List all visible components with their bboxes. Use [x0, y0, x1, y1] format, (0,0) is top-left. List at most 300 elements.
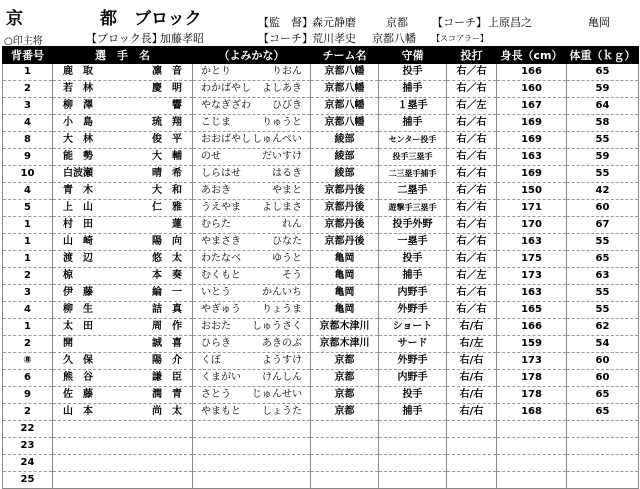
player-name — [53, 438, 193, 455]
player-number: 4 — [3, 115, 53, 132]
player-kana-given: あきのぶ — [262, 338, 302, 349]
player-number: 2 — [3, 404, 53, 421]
table-row — [3, 234, 639, 251]
player-team — [311, 421, 379, 438]
table-row — [3, 438, 639, 455]
player-number: 9 — [3, 149, 53, 166]
player-number: 3 — [3, 285, 53, 302]
player-kana-given: りゅうと — [262, 117, 302, 128]
player-number: 10 — [3, 166, 53, 183]
player-throw-bat — [447, 421, 497, 438]
player-kana-surname: わかばやし — [201, 83, 251, 94]
player-team: 亀岡 — [311, 285, 379, 302]
player-team: 京都八幡 — [311, 115, 379, 132]
player-throw-bat: 右／右 — [447, 302, 497, 319]
player-position: 捕手 — [379, 115, 447, 132]
table-row — [3, 268, 639, 285]
col-throw-bat: 投打 — [447, 47, 497, 64]
player-kana-surname: さとう — [201, 389, 231, 400]
player-team: 京都 — [311, 404, 379, 421]
manager-name: 森元静磨 — [312, 16, 356, 29]
player-kana-surname: こじま — [201, 117, 231, 128]
player-weight: 60 — [567, 353, 639, 370]
player-number: 24 — [3, 455, 53, 472]
player-position: 二三塁手捕手 — [379, 166, 447, 183]
player-height: 166 — [497, 319, 567, 336]
player-height: 169 — [497, 115, 567, 132]
player-height: 160 — [497, 81, 567, 98]
player-surname: 上 山 — [63, 202, 93, 213]
player-position: 投手 — [379, 64, 447, 81]
player-weight: 63 — [567, 268, 639, 285]
player-kana — [193, 132, 311, 149]
player-surname: 渡 辺 — [63, 253, 93, 264]
player-surname: 山 崎 — [63, 236, 93, 247]
player-height: 173 — [497, 353, 567, 370]
player-weight: 65 — [567, 404, 639, 421]
player-given-name: 尚 太 — [152, 406, 182, 417]
table-row — [3, 404, 639, 421]
player-weight: 54 — [567, 336, 639, 353]
player-height: 169 — [497, 166, 567, 183]
player-team: 綾部 — [311, 149, 379, 166]
col-number: 背番号 — [3, 47, 53, 64]
player-name — [53, 285, 193, 302]
player-kana-surname: いとう — [201, 287, 231, 298]
table-row — [3, 81, 639, 98]
player-given-name: 詰 真 — [152, 304, 182, 315]
player-throw-bat — [447, 472, 497, 489]
player-weight: 60 — [567, 370, 639, 387]
player-team: 京都 — [311, 353, 379, 370]
table-row — [3, 353, 639, 370]
player-position: 外野手 — [379, 302, 447, 319]
player-position: １塁手 — [379, 98, 447, 115]
player-name — [53, 387, 193, 404]
player-given-name: 陽 向 — [152, 236, 182, 247]
table-row — [3, 64, 639, 81]
player-weight: 65 — [567, 251, 639, 268]
table-header-row — [3, 47, 639, 64]
table-row — [3, 183, 639, 200]
player-kana — [193, 404, 311, 421]
player-throw-bat: 右／左 — [447, 98, 497, 115]
player-kana-surname: くぼ — [201, 355, 221, 366]
player-team: 亀岡 — [311, 251, 379, 268]
player-height: 163 — [497, 149, 567, 166]
player-surname: 村 田 — [63, 219, 93, 230]
player-name — [53, 81, 193, 98]
table-row — [3, 166, 639, 183]
table-row — [3, 132, 639, 149]
player-number: 25 — [3, 472, 53, 489]
player-surname: 能 勢 — [63, 151, 93, 162]
player-given-name: 慶 明 — [152, 83, 182, 94]
player-team: 京都八幡 — [311, 81, 379, 98]
player-position: 投手 — [379, 387, 447, 404]
coach2-team: 京都八幡 — [372, 32, 416, 45]
player-position — [379, 455, 447, 472]
player-weight: 55 — [567, 302, 639, 319]
player-height: 159 — [497, 336, 567, 353]
player-throw-bat: 右／右 — [447, 81, 497, 98]
player-given-name: 蓮 — [172, 219, 182, 230]
player-number: 2 — [3, 336, 53, 353]
player-given-name: 大 輔 — [152, 151, 182, 162]
player-name — [53, 472, 193, 489]
player-throw-bat — [447, 455, 497, 472]
player-position: ショート — [379, 319, 447, 336]
player-throw-bat — [447, 438, 497, 455]
player-height: 178 — [497, 370, 567, 387]
player-team: 京都 — [311, 370, 379, 387]
player-kana-given: りょうま — [262, 304, 302, 315]
player-team: 綾部 — [311, 166, 379, 183]
col-weight: 体重（ｋｇ） — [567, 47, 639, 64]
player-height: 169 — [497, 132, 567, 149]
player-position: サード — [379, 336, 447, 353]
player-given-name: 陽 介 — [152, 355, 182, 366]
player-height: 178 — [497, 387, 567, 404]
player-kana-given: だいすけ — [262, 151, 302, 162]
player-kana — [193, 64, 311, 81]
table-row — [3, 115, 639, 132]
player-team: 京都八幡 — [311, 98, 379, 115]
player-kana-given: ゆうと — [272, 253, 302, 264]
player-number: 4 — [3, 183, 53, 200]
player-name — [53, 353, 193, 370]
player-kana-surname: あおき — [201, 185, 231, 196]
player-position: 投手 — [379, 251, 447, 268]
player-position: 外野手 — [379, 353, 447, 370]
player-kana — [193, 455, 311, 472]
player-number: 6 — [3, 370, 53, 387]
manager-label: 【監 督】 — [258, 16, 313, 29]
player-kana-surname: やぎゅう — [201, 304, 241, 315]
player-given-name: 仁 雅 — [152, 202, 182, 213]
player-kana — [193, 472, 311, 489]
player-surname: 椋 — [63, 270, 73, 281]
player-given-name: 響 — [172, 100, 182, 111]
player-kana-surname: のせ — [201, 151, 221, 162]
player-number: 2 — [3, 268, 53, 285]
player-weight — [567, 421, 639, 438]
player-name — [53, 268, 193, 285]
player-kana-given: ひなた — [272, 236, 302, 247]
player-given-name: 大 和 — [152, 185, 182, 196]
col-kana: （よみかな） — [193, 47, 311, 64]
player-surname: 山 本 — [63, 406, 93, 417]
player-position — [379, 472, 447, 489]
player-weight — [567, 455, 639, 472]
manager-team: 京都 — [386, 16, 408, 29]
player-name — [53, 421, 193, 438]
player-kana — [193, 268, 311, 285]
player-name — [53, 98, 193, 115]
player-number: 2 — [3, 81, 53, 98]
player-weight: 59 — [567, 81, 639, 98]
player-throw-bat: 右／右 — [447, 183, 497, 200]
player-position: 一塁手 — [379, 234, 447, 251]
player-name — [53, 217, 193, 234]
player-position: 二塁手 — [379, 183, 447, 200]
player-weight: 42 — [567, 183, 639, 200]
player-kana — [193, 438, 311, 455]
player-kana — [193, 302, 311, 319]
coach1-team: 亀岡 — [588, 16, 610, 29]
player-number: 3 — [3, 98, 53, 115]
player-surname: 久 保 — [63, 355, 93, 366]
player-weight: 55 — [567, 285, 639, 302]
player-team: 京都丹後 — [311, 217, 379, 234]
table-row — [3, 455, 639, 472]
player-kana — [193, 98, 311, 115]
player-kana-given: しゅんぺい — [252, 134, 302, 145]
player-position: 投手三塁手 — [379, 149, 447, 166]
player-height: 168 — [497, 404, 567, 421]
player-position: 捕手 — [379, 268, 447, 285]
player-kana-given: そう — [282, 270, 302, 281]
block-head-name: 加藤孝昭 — [160, 32, 204, 45]
player-kana-given: ひびき — [272, 100, 302, 111]
captain-note: ○印主将 — [4, 36, 43, 47]
player-given-name: 凛 音 — [152, 66, 182, 77]
player-kana — [193, 81, 311, 98]
player-throw-bat: 右／右 — [447, 285, 497, 302]
title-kyo: 京 — [6, 9, 23, 29]
player-position: 捕手 — [379, 81, 447, 98]
player-weight — [567, 438, 639, 455]
player-surname: 若 林 — [63, 83, 93, 94]
coach1-name: 上原昌之 — [488, 16, 532, 29]
player-kana — [193, 166, 311, 183]
player-kana-given: りおん — [272, 66, 302, 77]
player-throw-bat: 右／右 — [447, 166, 497, 183]
player-weight: 60 — [567, 200, 639, 217]
player-name — [53, 200, 193, 217]
player-throw-bat: 右／右 — [447, 132, 497, 149]
player-kana-surname: むくもと — [201, 270, 241, 281]
player-weight: 65 — [567, 64, 639, 81]
player-kana-given: れん — [282, 219, 302, 230]
player-weight: 62 — [567, 319, 639, 336]
player-kana — [193, 285, 311, 302]
player-throw-bat: 右／右 — [447, 234, 497, 251]
player-given-name: 潤 青 — [152, 389, 182, 400]
player-throw-bat: 右/右 — [447, 370, 497, 387]
col-height: 身長（cm） — [497, 47, 567, 64]
player-position: 内野手 — [379, 285, 447, 302]
player-height: 171 — [497, 200, 567, 217]
player-given-name: 琉 翔 — [152, 117, 182, 128]
player-weight: 59 — [567, 149, 639, 166]
player-surname: 熊 谷 — [63, 372, 93, 383]
player-team: 亀岡 — [311, 302, 379, 319]
coach1-label: 【コーチ】 — [432, 16, 487, 29]
player-kana — [193, 115, 311, 132]
player-kana-given: はるき — [272, 168, 302, 179]
player-number: 1 — [3, 319, 53, 336]
player-kana — [193, 387, 311, 404]
player-position: 捕手 — [379, 404, 447, 421]
player-name — [53, 132, 193, 149]
player-name — [53, 64, 193, 81]
player-kana — [193, 149, 311, 166]
player-team: 京都木津川 — [311, 336, 379, 353]
table-row — [3, 472, 639, 489]
player-number: 4 — [3, 302, 53, 319]
player-team: 京都丹後 — [311, 234, 379, 251]
player-kana-surname: おおた — [201, 321, 231, 332]
player-height: 163 — [497, 234, 567, 251]
title-block: ブロック — [134, 9, 202, 29]
player-kana-surname: わたなべ — [201, 253, 241, 264]
player-name — [53, 302, 193, 319]
player-weight: 65 — [567, 387, 639, 404]
player-kana-surname: やまさき — [201, 236, 241, 247]
player-height: 150 — [497, 183, 567, 200]
table-row — [3, 217, 639, 234]
player-kana-given: よしまさ — [262, 202, 302, 213]
table-row — [3, 285, 639, 302]
player-team — [311, 438, 379, 455]
coach2-name: 荒川孝史 — [312, 32, 356, 45]
player-number: 9 — [3, 387, 53, 404]
player-kana-surname: しらはせ — [201, 168, 241, 179]
player-height: 166 — [497, 64, 567, 81]
player-kana — [193, 234, 311, 251]
player-given-name: 本 奏 — [152, 270, 182, 281]
player-number: 23 — [3, 438, 53, 455]
player-weight — [567, 472, 639, 489]
player-height — [497, 455, 567, 472]
player-kana — [193, 200, 311, 217]
player-surname: 柳 澤 — [63, 100, 93, 111]
player-height: 173 — [497, 268, 567, 285]
player-position: 遊撃手三塁手 — [379, 200, 447, 217]
table-row — [3, 302, 639, 319]
player-position — [379, 421, 447, 438]
player-height: 175 — [497, 251, 567, 268]
player-kana — [193, 421, 311, 438]
player-kana-given: やまと — [272, 185, 302, 196]
player-team — [311, 455, 379, 472]
player-kana — [193, 319, 311, 336]
player-weight: 55 — [567, 166, 639, 183]
player-surname: 小 島 — [63, 117, 93, 128]
player-kana — [193, 353, 311, 370]
player-kana-surname: うえやま — [201, 202, 241, 213]
col-team: チーム名 — [311, 47, 379, 64]
player-surname: 開 — [63, 338, 73, 349]
player-kana-surname: おおばやし — [201, 134, 251, 145]
player-kana-given: よしあき — [262, 83, 302, 94]
player-position: センター投手 — [379, 132, 447, 149]
coach2-label: 【コーチ】 — [258, 32, 313, 45]
player-number: ⑧ — [3, 353, 53, 370]
player-team: 京都木津川 — [311, 319, 379, 336]
player-surname: 佐 藤 — [63, 389, 93, 400]
player-throw-bat: 右／右 — [447, 251, 497, 268]
player-surname: 青 木 — [63, 185, 93, 196]
player-throw-bat: 右／右 — [447, 217, 497, 234]
player-team — [311, 472, 379, 489]
table-row — [3, 370, 639, 387]
player-number: 1 — [3, 217, 53, 234]
player-number: 5 — [3, 200, 53, 217]
player-surname: 白波瀬 — [63, 168, 93, 179]
player-throw-bat: 右／右 — [447, 200, 497, 217]
player-name — [53, 404, 193, 421]
player-name — [53, 234, 193, 251]
player-given-name: 悠 太 — [152, 253, 182, 264]
roster-table — [2, 46, 639, 489]
player-weight: 64 — [567, 98, 639, 115]
player-surname: 大 林 — [63, 134, 93, 145]
table-row — [3, 251, 639, 268]
player-kana — [193, 336, 311, 353]
player-kana-surname: やなぎざわ — [201, 100, 251, 111]
player-weight: 58 — [567, 115, 639, 132]
player-name — [53, 251, 193, 268]
table-row — [3, 387, 639, 404]
player-team: 綾部 — [311, 132, 379, 149]
player-throw-bat: 右／左 — [447, 268, 497, 285]
player-throw-bat: 右/右 — [447, 387, 497, 404]
player-team: 亀岡 — [311, 268, 379, 285]
player-team: 京都丹後 — [311, 183, 379, 200]
player-number: 1 — [3, 234, 53, 251]
scorer-label: 【スコアラー】 — [432, 34, 488, 43]
player-number: 1 — [3, 251, 53, 268]
player-weight: 55 — [567, 234, 639, 251]
player-name — [53, 370, 193, 387]
table-row — [3, 319, 639, 336]
player-name — [53, 183, 193, 200]
player-throw-bat: 右／右 — [447, 149, 497, 166]
player-team: 京都丹後 — [311, 200, 379, 217]
player-given-name: 晴 希 — [152, 168, 182, 179]
player-given-name: 綸 一 — [152, 287, 182, 298]
player-number: 1 — [3, 64, 53, 81]
player-weight: 55 — [567, 132, 639, 149]
player-given-name: 謙 臣 — [152, 372, 182, 383]
player-team: 京都八幡 — [311, 64, 379, 81]
table-row — [3, 421, 639, 438]
player-name — [53, 336, 193, 353]
player-name — [53, 166, 193, 183]
player-kana — [193, 217, 311, 234]
table-row — [3, 149, 639, 166]
player-position — [379, 438, 447, 455]
player-kana — [193, 251, 311, 268]
player-name — [53, 319, 193, 336]
player-kana-surname: やまもと — [201, 406, 241, 417]
player-throw-bat: 右/左 — [447, 336, 497, 353]
player-given-name: 周 作 — [152, 321, 182, 332]
title-to: 都 — [100, 9, 117, 29]
player-kana — [193, 183, 311, 200]
player-kana-given: じゅんせい — [252, 389, 302, 400]
player-height: 167 — [497, 98, 567, 115]
player-throw-bat: 右/右 — [447, 404, 497, 421]
player-kana-given: けんしん — [262, 372, 302, 383]
player-throw-bat: 右／右 — [447, 115, 497, 132]
table-row — [3, 336, 639, 353]
col-position: 守備 — [379, 47, 447, 64]
player-name — [53, 149, 193, 166]
player-kana — [193, 370, 311, 387]
